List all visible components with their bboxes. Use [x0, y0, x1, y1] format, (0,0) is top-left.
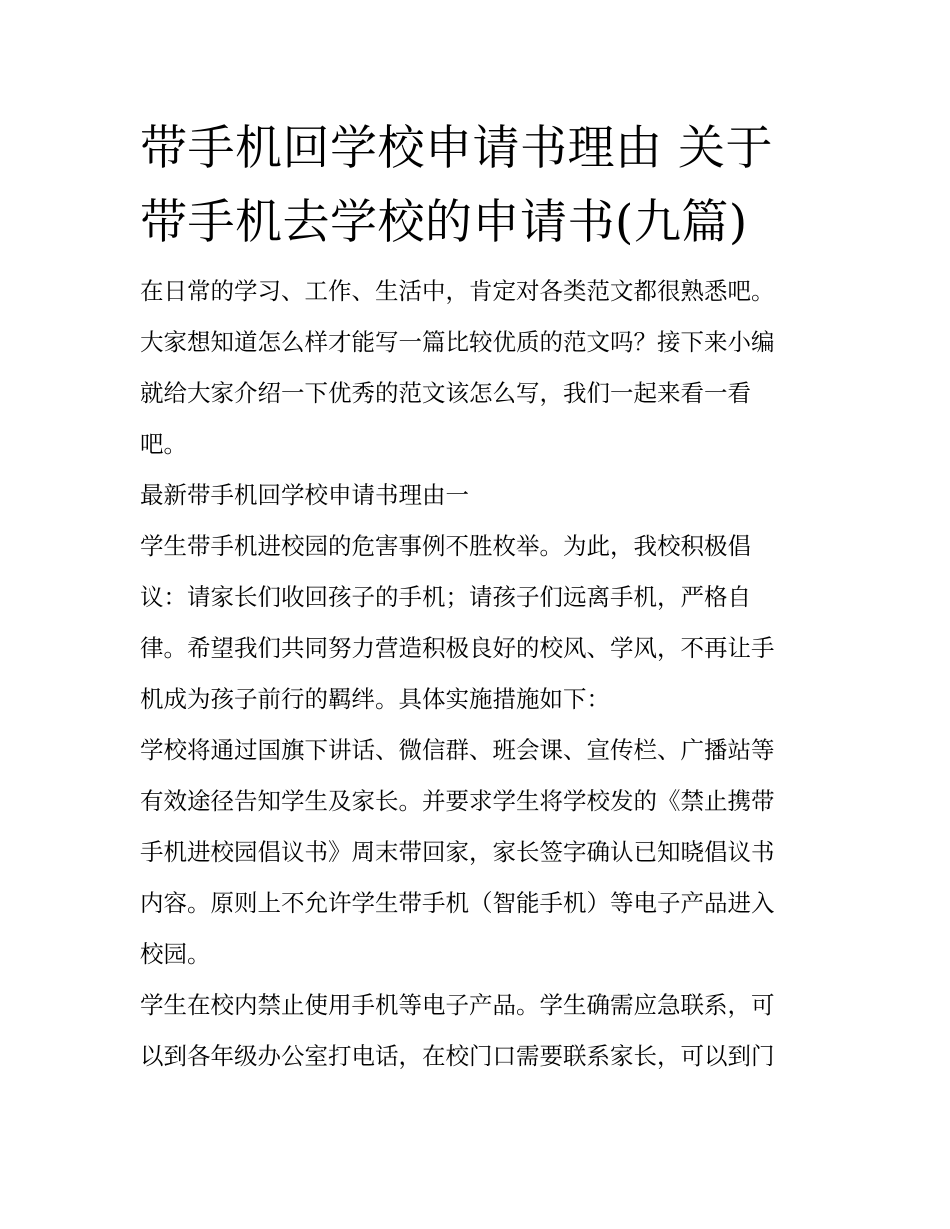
document-content [140, 112, 820, 1082]
paragraph-line: 机成为孩子前行的羁绊。具体实施措施如下： [140, 685, 610, 713]
title-line: 带手机回学校申请书理由 关于 [140, 121, 773, 176]
paragraph-line: 内容。原则上不允许学生带手机（智能手机）等电子产品进入 [140, 889, 775, 917]
paragraph-line: 以到各年级办公室打电话，在校门口需要联系家长，可以到门 [140, 1042, 775, 1070]
paragraph-line: 学校将通过国旗下讲话、微信群、班会课、宣传栏、广播站等 [140, 736, 775, 764]
document-title [140, 112, 820, 260]
paragraph-line: 大家想知道怎么样才能写一篇比较优质的范文吗？接下来小编 [140, 328, 775, 356]
document-body [140, 266, 820, 1082]
section-heading: 最新带手机回学校申请书理由一 [140, 481, 469, 509]
paragraph-line: 议：请家长们收回孩子的手机；请孩子们远离手机，严格自 [140, 583, 751, 611]
paragraph-line: 有效途径告知学生及家长。并要求学生将学校发的《禁止携带 [140, 787, 775, 815]
paragraph-line: 吧。 [140, 430, 187, 458]
paragraph-line: 学生在校内禁止使用手机等电子产品。学生确需应急联系，可 [140, 991, 775, 1019]
paragraph-line: 学生带手机进校园的危害事例不胜枚举。为此，我校积极倡 [140, 532, 751, 560]
paragraph-line: 律。希望我们共同努力营造积极良好的校风、学风，不再让手 [140, 634, 775, 662]
title-line: 带手机去学校的申请书(九篇) [140, 195, 748, 250]
paragraph-line: 校园。 [140, 940, 211, 968]
paragraph-line: 手机进校园倡议书》周末带回家，家长签字确认已知晓倡议书 [140, 838, 775, 866]
paragraph-line: 在日常的学习、工作、生活中，肯定对各类范文都很熟悉吧。 [140, 277, 775, 305]
paragraph-line: 就给大家介绍一下优秀的范文该怎么写，我们一起来看一看 [140, 379, 751, 407]
